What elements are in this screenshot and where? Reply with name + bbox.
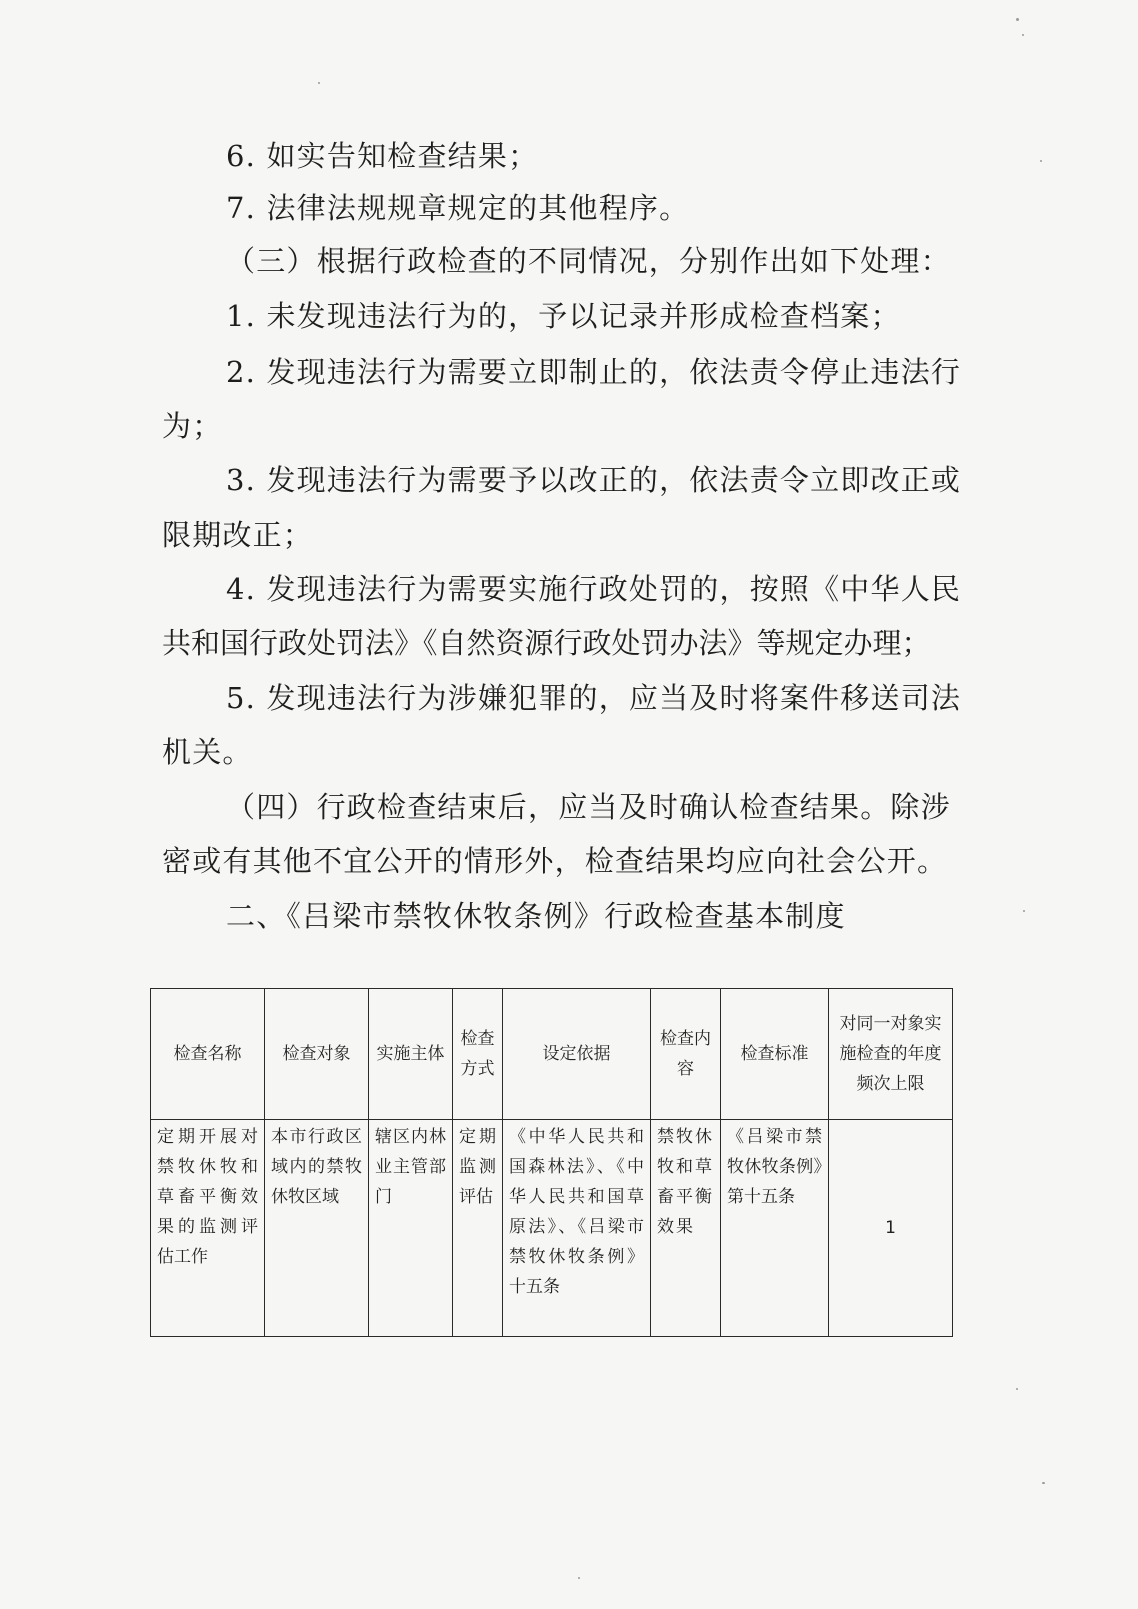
inspection-table xyxy=(150,988,953,1337)
scan-speck xyxy=(1022,34,1024,36)
cell-inspection-content: 禁牧休牧和草畜平衡效果 xyxy=(651,1120,721,1337)
table-row xyxy=(151,1120,953,1337)
scan-speck xyxy=(1042,1482,1045,1484)
paragraph-handling-2: 2. 发现违法行为需要立即制止的，依法责令停止违法行 xyxy=(226,355,962,389)
cell-annual-frequency-limit: 1 xyxy=(829,1120,953,1337)
header-inspection-object: 检查对象 xyxy=(265,989,369,1120)
scan-speck xyxy=(578,1577,580,1579)
scan-speck xyxy=(1023,910,1025,912)
paragraph-item-7: 7. 法律法规规章规定的其他程序。 xyxy=(226,191,690,225)
scan-speck xyxy=(318,82,320,84)
cell-inspection-standard: 《吕梁市禁牧休牧条例》第十五条 xyxy=(721,1120,829,1337)
paragraph-section-4-cont: 密或有其他不宜公开的情形外，检查结果均应向社会公开。 xyxy=(162,844,948,878)
paragraph-handling-4-cont: 共和国行政处罚法》《自然资源行政处罚办法》等规定办理； xyxy=(162,626,931,660)
cell-inspection-method: 定期监测评估 xyxy=(453,1120,503,1337)
paragraph-handling-3: 3. 发现违法行为需要予以改正的，依法责令立即改正或 xyxy=(226,463,962,497)
paragraph-handling-5: 5. 发现违法行为涉嫌犯罪的，应当及时将案件移送司法 xyxy=(226,681,962,715)
header-legal-basis: 设定依据 xyxy=(503,989,651,1120)
header-inspection-method: 检查方式 xyxy=(453,989,503,1120)
cell-implementing-body: 辖区内林业主管部门 xyxy=(369,1120,453,1337)
scan-speck xyxy=(1016,1388,1018,1390)
paragraph-item-6: 6. 如实告知检查结果； xyxy=(226,139,539,173)
paragraph-section-3: （三）根据行政检查的不同情况，分别作出如下处理： xyxy=(226,244,951,278)
cell-inspection-name: 定期开展对禁牧休牧和草畜平衡效果的监测评估工作 xyxy=(151,1120,265,1337)
table-header-row xyxy=(151,989,953,1120)
paragraph-handling-2-cont: 为； xyxy=(162,409,223,443)
paragraph-handling-5-cont: 机关。 xyxy=(162,735,253,769)
paragraph-handling-4: 4. 发现违法行为需要实施行政处罚的，按照《中华人民 xyxy=(226,572,962,606)
paragraph-section-4: （四）行政检查结束后，应当及时确认检查结果。除涉 xyxy=(226,790,951,824)
header-implementing-body: 实施主体 xyxy=(369,989,453,1120)
header-inspection-standard: 检查标准 xyxy=(721,989,829,1120)
header-inspection-content: 检查内容 xyxy=(651,989,721,1120)
section-heading: 二、《吕梁市禁牧休牧条例》行政检查基本制度 xyxy=(226,899,846,933)
cell-inspection-object: 本市行政区域内的禁牧休牧区域 xyxy=(265,1120,369,1337)
cell-legal-basis: 《中华人民共和国森林法》、《中华人民共和国草原法》、《吕梁市禁牧休牧条例》十五条 xyxy=(503,1120,651,1337)
paragraph-handling-1: 1. 未发现违法行为的，予以记录并形成检查档案； xyxy=(226,299,901,333)
header-annual-frequency-limit: 对同一对象实施检查的年度频次上限 xyxy=(829,989,953,1120)
scan-speck xyxy=(1016,18,1019,21)
header-inspection-name: 检查名称 xyxy=(151,989,265,1120)
scan-speck xyxy=(1040,160,1042,162)
paragraph-handling-3-cont: 限期改正； xyxy=(162,518,314,552)
